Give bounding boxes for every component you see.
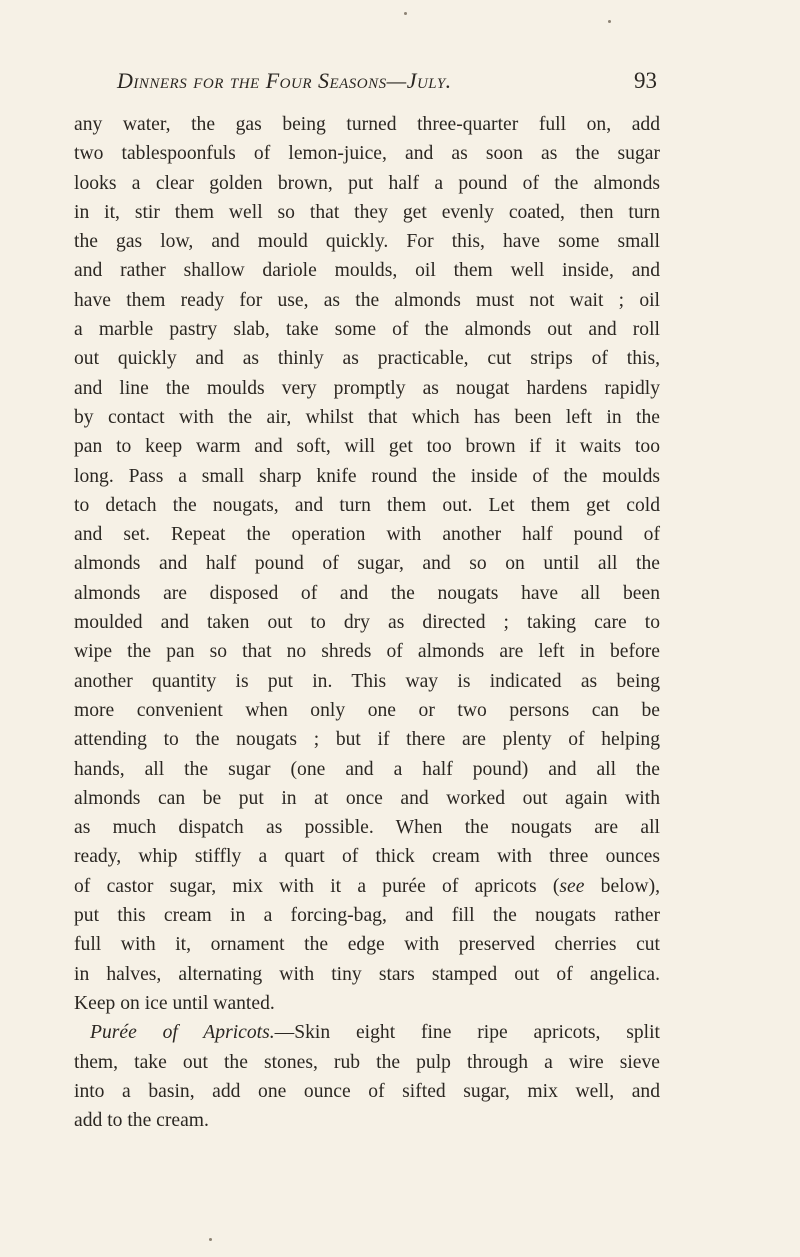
paper-speck: [209, 1238, 212, 1241]
text-line: put this cream in a forcing-bag, and fill the nougats rather: [74, 905, 660, 927]
text-line: by contact with the air, whilst that which has been left in the: [74, 406, 660, 428]
text-line: pan to keep warm and soft, will get too brown if it waits too: [74, 436, 660, 458]
text-line: almonds and half pound of sugar, and so on until all the: [74, 553, 660, 575]
paper-speck: [608, 20, 611, 23]
recipe-heading: Purée of Apricots.: [90, 1022, 275, 1044]
text-line: wipe the pan so that no shreds of almonds are left in before: [74, 641, 660, 663]
running-title: Dinners for the Four Seasons—July.: [117, 68, 452, 93]
text-line: add to the cream.: [74, 1110, 209, 1132]
text-line: looks a clear golden brown, put half a pound of the almonds: [74, 172, 660, 194]
text-line: Keep on ice until wanted.: [74, 992, 275, 1014]
text-line: as much dispatch as possible. When the nougats are all: [74, 817, 660, 839]
text-line: into a basin, add one ounce of sifted sugar, mix well, and: [74, 1080, 660, 1102]
text-line: them, take out the stones, rub the pulp through a wire sieve: [74, 1051, 660, 1073]
text-line: hands, all the sugar (one and a half pound) and all the: [74, 758, 660, 780]
text-line: ready, whip stiffly a quart of thick cream with three ounces: [74, 846, 660, 868]
text-line: a marble pastry slab, take some of the almonds out and roll: [74, 319, 660, 341]
text-line: two tablespoonfuls of lemon-juice, and as soon as the sugar: [74, 143, 660, 165]
paper-speck: [404, 12, 407, 15]
running-head: [117, 68, 657, 104]
page-number: 93: [634, 68, 657, 93]
recipe-first-line: [74, 1018, 660, 1047]
text-line: almonds are disposed of and the nougats have all been: [74, 582, 660, 604]
see-reference: see: [559, 875, 585, 897]
text-line: full with it, ornament the edge with preserved cherries cut: [74, 934, 660, 956]
text-line: and line the moulds very promptly as nougat hardens rapidly: [74, 377, 660, 399]
text-line: long. Pass a small sharp knife round the inside of the moulds: [74, 465, 660, 487]
text-line: more convenient when only one or two persons can be: [74, 699, 660, 721]
text-line: any water, the gas being turned three-quarter full on, add: [74, 114, 660, 135]
text-line: another quantity is put in. This way is indicated as being: [74, 670, 660, 692]
text-line: the gas low, and mould quickly. For this, have some small: [74, 231, 660, 253]
body-text: [74, 110, 660, 1135]
text-segment: of castor sugar, mix with it a purée of apricots (: [74, 875, 560, 897]
text-line: have them ready for use, as the almonds must not wait ; oil: [74, 289, 660, 311]
text-line: out quickly and as thinly as practicable, cut strips of this,: [74, 348, 660, 370]
text-line: almonds can be put in at once and worked out again with: [74, 787, 660, 809]
text-segment: —Skin eight fine ripe apricots, split: [274, 1022, 660, 1044]
text-line: in it, stir them well so that they get evenly coated, then turn: [74, 201, 660, 223]
text-line: moulded and taken out to dry as directed ; taking care to: [74, 612, 660, 634]
text-line: and set. Repeat the operation with another half pound of: [74, 524, 660, 546]
text-line: and rather shallow dariole moulds, oil them well inside, and: [74, 260, 660, 282]
text-line-with-see: [74, 872, 660, 901]
text-line: to detach the nougats, and turn them out. Let them get cold: [74, 494, 660, 516]
text-line: in halves, alternating with tiny stars stamped out of angelica.: [74, 963, 660, 985]
text-segment: below),: [584, 875, 660, 897]
text-line: attending to the nougats ; but if there are plenty of helping: [74, 729, 660, 751]
